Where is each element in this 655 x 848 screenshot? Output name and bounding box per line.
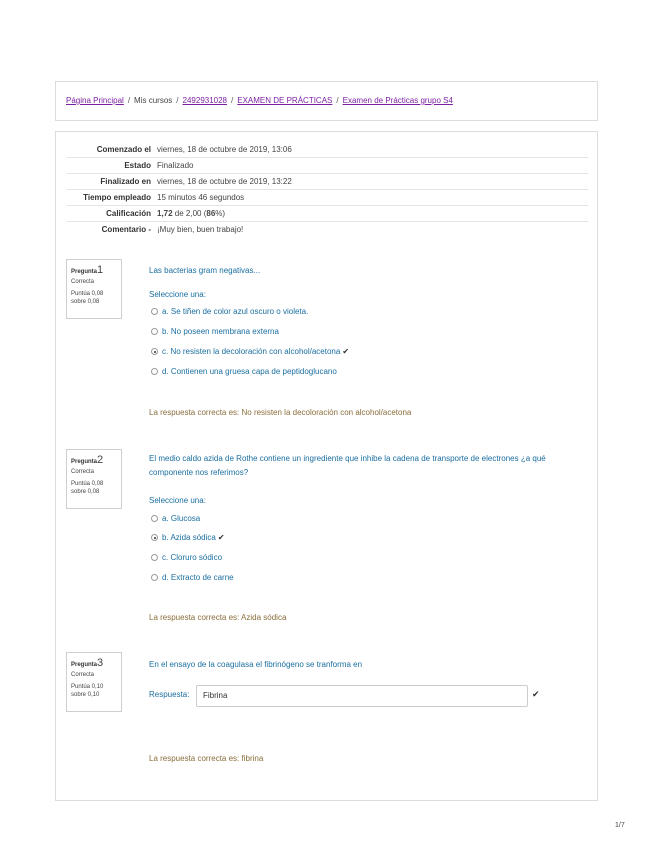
answer-option[interactable] [151, 347, 349, 356]
correct-answer-feedback: La respuesta correcta es: fibrina [149, 754, 264, 763]
question-prompt: Seleccione una: [149, 290, 206, 299]
radio-button[interactable] [151, 554, 158, 561]
attempt-summary-table [67, 142, 588, 237]
question-text: Las bacterias gram negativas... [149, 266, 261, 275]
radio-button[interactable] [151, 328, 158, 335]
question-info-2 [66, 449, 122, 509]
answer-label: Respuesta: [149, 690, 190, 699]
check-icon: ✔ [532, 689, 540, 699]
question-grade-max: sobre 0,08 [71, 298, 100, 305]
option-text: a. Se tiñen de color azul oscuro o violeta. [162, 307, 309, 316]
breadcrumb [66, 96, 453, 105]
question-label: Pregunta [71, 269, 98, 275]
answer-option[interactable] [151, 307, 308, 316]
summary-row-finished [67, 174, 588, 190]
answer-option[interactable] [151, 553, 222, 562]
quiz-review-frame [55, 131, 598, 801]
summary-value: 15 minutos 46 segundos [153, 190, 588, 206]
correct-answer-feedback: La respuesta correcta es: No resisten la decoloración con alcohol/acetona [149, 408, 412, 417]
check-icon: ✔ [217, 533, 225, 542]
question-state: Correcta [71, 279, 95, 286]
grade-rest: de 2,00 ( [172, 209, 207, 218]
question-info-3 [66, 652, 122, 712]
breadcrumb-course-link[interactable]: 2492931028 [182, 96, 228, 105]
question-grade: Puntúa 0,10 [71, 684, 104, 691]
page-number: 1/7 [615, 822, 625, 829]
answer-option[interactable] [151, 327, 279, 336]
answer-option[interactable] [151, 514, 200, 523]
question-text-line: El medio caldo azida de Rothe contiene un ingrediente que inhibe la cadena de transporte de electrones ¿a qué [149, 454, 546, 463]
summary-label: Calificación [67, 206, 153, 222]
summary-row-grade [67, 206, 588, 222]
radio-button[interactable] [151, 515, 158, 522]
question-label: Pregunta [71, 662, 98, 668]
summary-label: Comentario - [67, 222, 153, 238]
radio-button-selected[interactable] [151, 534, 158, 541]
question-prompt: Seleccione una: [149, 496, 206, 505]
question-number: 2 [97, 454, 104, 466]
summary-row-comment [67, 222, 588, 238]
summary-label: Comenzado el [96, 145, 151, 154]
option-text: a. Glucosa [162, 514, 201, 523]
answer-option[interactable] [151, 573, 234, 582]
option-text: c. No resisten la decoloración con alcohol/acetona [162, 347, 341, 356]
question-grade: Puntúa 0,08 [71, 481, 104, 488]
question-number: 1 [97, 264, 104, 276]
question-grade-max: sobre 0,08 [71, 488, 100, 495]
radio-button[interactable] [151, 368, 158, 375]
question-number: 3 [97, 657, 104, 669]
breadcrumb-separator: / [127, 96, 131, 105]
radio-button-selected[interactable] [151, 348, 158, 355]
option-text: d. Extracto de carne [162, 573, 234, 582]
question-text-line: componente nos referimos? [149, 468, 249, 477]
question-info-1 [66, 259, 122, 319]
check-icon: ✔ [342, 347, 350, 356]
correct-answer-feedback: La respuesta correcta es: Azida sódica [149, 613, 287, 622]
breadcrumb-home-link[interactable]: Página Principal [66, 96, 124, 105]
breadcrumb-quiz-link[interactable]: Examen de Prácticas grupo S4 [342, 96, 453, 105]
question-grade-max: sobre 0,10 [71, 691, 100, 698]
summary-value: viernes, 18 de octubre de 2019, 13:22 [153, 174, 588, 190]
summary-label: Finalizado en [67, 174, 153, 190]
option-text: d. Contienen una gruesa capa de peptidoglucano [162, 367, 337, 376]
radio-button[interactable] [151, 308, 158, 315]
breadcrumb-my-courses: Mis cursos [134, 96, 173, 105]
option-text: b. Azida sódica [162, 533, 216, 542]
grade-score: 1,72 [157, 209, 173, 218]
question-text [149, 452, 546, 480]
summary-value: Finalizado [153, 158, 588, 174]
summary-label: Estado [67, 158, 153, 174]
answer-input[interactable]: Fibrina [196, 685, 528, 707]
answer-option[interactable] [151, 367, 337, 376]
breadcrumb-separator: / [336, 96, 339, 105]
summary-value [153, 206, 588, 222]
breadcrumb-frame [55, 81, 598, 121]
grade-end: %) [215, 209, 226, 218]
option-text: c. Cloruro sódico [162, 553, 223, 562]
breadcrumb-section-link[interactable]: EXAMEN DE PRÁCTICAS [237, 96, 333, 105]
summary-row-time [67, 190, 588, 206]
summary-row-state [67, 158, 588, 174]
summary-value: viernes, 18 de octubre de 2019, 13:06 [157, 145, 292, 154]
answer-option[interactable] [151, 533, 225, 542]
radio-button[interactable] [151, 574, 158, 581]
question-state: Correcta [71, 672, 95, 679]
breadcrumb-separator: / [176, 96, 179, 105]
breadcrumb-separator: / [231, 96, 234, 105]
question-state: Correcta [71, 469, 95, 476]
summary-value: ¡Muy bien, buen trabajo! [153, 222, 588, 238]
question-label: Pregunta [71, 459, 98, 465]
question-grade: Puntúa 0,08 [71, 291, 104, 298]
grade-percent: 86 [206, 209, 216, 218]
summary-row-started [67, 142, 588, 158]
summary-label: Tiempo empleado [67, 190, 153, 206]
option-text: b. No poseen membrana externa [162, 327, 279, 336]
question-text: En el ensayo de la coagulasa el fibrinógeno se tranforma en [149, 660, 363, 669]
